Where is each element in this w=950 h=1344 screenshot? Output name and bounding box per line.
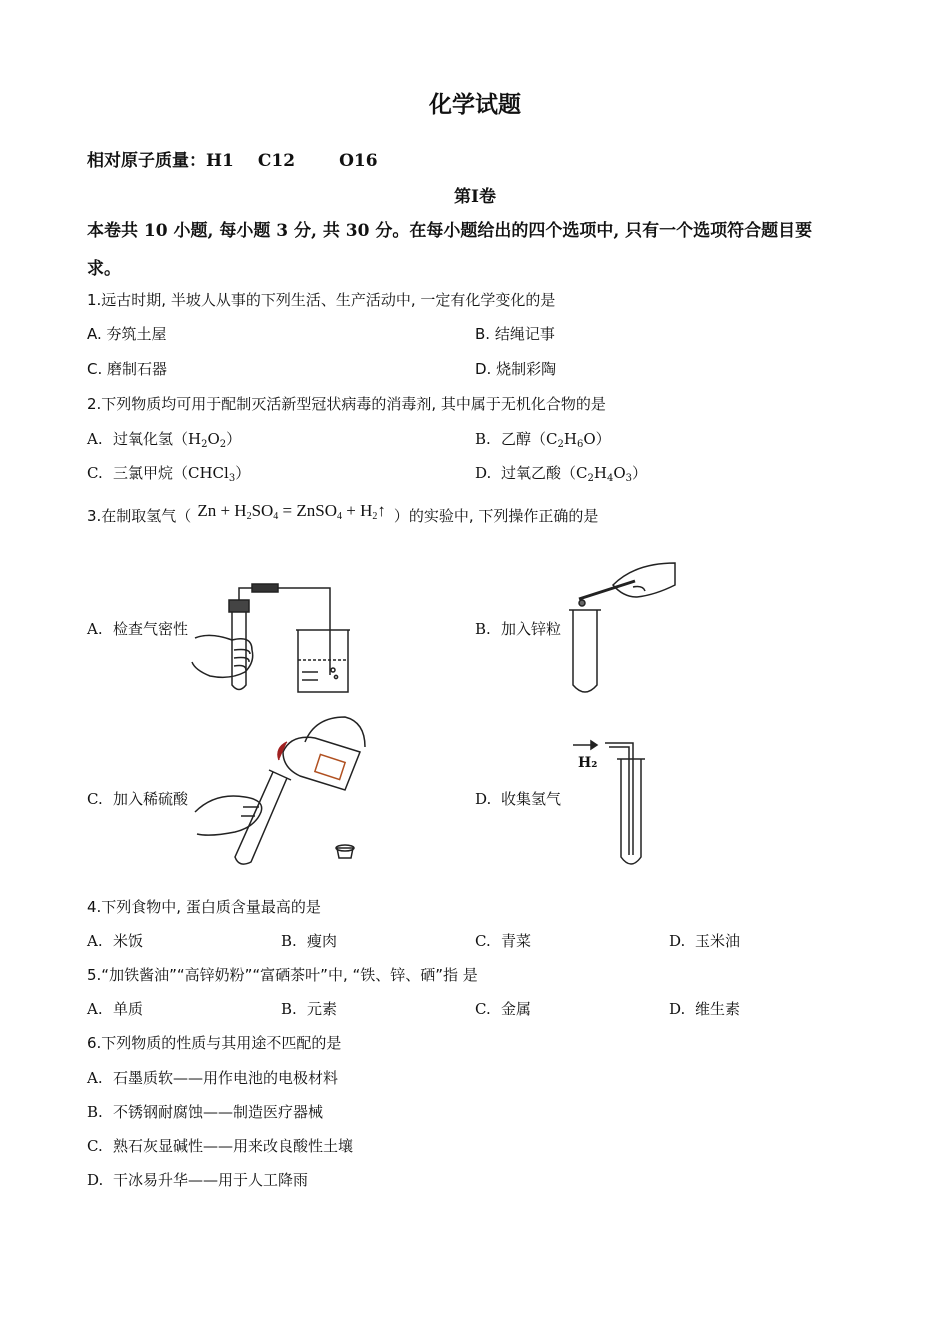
q3-option-a[interactable]: A. 检查气密性 <box>87 620 189 638</box>
q4-option-b[interactable]: B. 瘦肉 <box>281 932 338 950</box>
q2-option-d[interactable]: D. 过氧乙酸$(C_2H_4O_3)$ <box>475 464 648 484</box>
atomic-mass-c: C12 <box>257 151 296 171</box>
instruction-line-1: 本卷共 10 小题, 每小题 3 分, 共 30 分。在每小题给出的四个选项中, 只有一个选项符合题目要 <box>87 221 813 241</box>
q4-option-d[interactable]: D. 玉米油 <box>669 932 741 950</box>
q5-option-c[interactable]: C. 金属 <box>475 1000 532 1018</box>
q6-option-b[interactable]: B. 不锈钢耐腐蚀——制造医疗器械 <box>87 1103 324 1121</box>
q6-option-d[interactable]: D. 干冰易升华——用于人工降雨 <box>87 1171 309 1189</box>
page-title: 化学试题 <box>429 92 521 118</box>
atomic-mass-o: O16 <box>339 151 378 171</box>
instruction-line-2: 求。 <box>87 259 121 279</box>
atomic-mass-label: 相对原子质量： <box>87 151 206 171</box>
figure-add-sulfuric-acid <box>195 712 370 872</box>
q4-option-c[interactable]: C. 青菜 <box>475 932 532 950</box>
q3-option-c[interactable]: C. 加入稀硫酸 <box>87 790 189 808</box>
q2-option-c[interactable]: C. 三氯甲烷（CHCl$_3$） <box>87 464 251 484</box>
q3-stem: 3.在制取氢气（ $Zn + H_2SO_4$ = ZnSO$_4$ + $H_2↑$ ）的实验中, 下列操作正确的是 <box>87 501 599 525</box>
atomic-mass-line <box>87 146 378 171</box>
q6-stem: 6.下列物质的性质与其用途不匹配的是 <box>87 1034 342 1052</box>
figure-add-zinc <box>565 555 685 695</box>
q1-stem: 1.远古时期, 半坡人从事的下列生活、生产活动中, 一定有化学变化的是 <box>87 291 556 309</box>
q2-stem: 2.下列物质均可用于配制灭活新型冠状病毒的消毒剂, 其中属于无机化合物的是 <box>87 395 606 413</box>
q5-stem: 5.“加铁酱油”“高锌奶粉”“富硒茶叶”中, “铁、锌、硒”指 是 <box>87 966 478 984</box>
q6-option-a[interactable]: A. 石墨质软——用作电池的电极材料 <box>87 1069 339 1087</box>
q3-equation: $Zn + H_2SO_4$ = ZnSO$_4$ + $H_2↑$ <box>197 501 386 522</box>
h2-label: H₂ <box>578 755 598 771</box>
section-heading: 第Ⅰ卷 <box>454 187 496 207</box>
q1-option-a[interactable]: A. 夯筑土屋 <box>87 325 167 343</box>
q5-option-d[interactable]: D. 维生素 <box>669 1000 741 1018</box>
q1-option-d[interactable]: D. 烧制彩陶 <box>475 360 557 378</box>
q2-option-a[interactable]: A. 过氧化氢$(H_2O_2)$ <box>87 430 242 450</box>
q3-option-b[interactable]: B. 加入锌粒 <box>475 620 562 638</box>
q1-option-c[interactable]: C. 磨制石器 <box>87 360 168 378</box>
q4-stem: 4.下列食物中, 蛋白质含量最高的是 <box>87 898 321 916</box>
atomic-mass-h: H1 <box>206 151 234 171</box>
q1-option-b[interactable]: B. 结绳记事 <box>475 325 555 343</box>
q2-option-b[interactable]: B. 乙醇$(C_2H_6O)$ <box>475 430 611 450</box>
q6-option-c[interactable]: C. 熟石灰显碱性——用来改良酸性土壤 <box>87 1137 354 1155</box>
q5-option-a[interactable]: A. 单质 <box>87 1000 144 1018</box>
q5-option-b[interactable]: B. 元素 <box>281 1000 338 1018</box>
q4-option-a[interactable]: A. 米饭 <box>87 932 144 950</box>
figure-airtightness-check <box>190 580 360 695</box>
q3-option-d[interactable]: D. 收集氢气 <box>475 790 562 808</box>
